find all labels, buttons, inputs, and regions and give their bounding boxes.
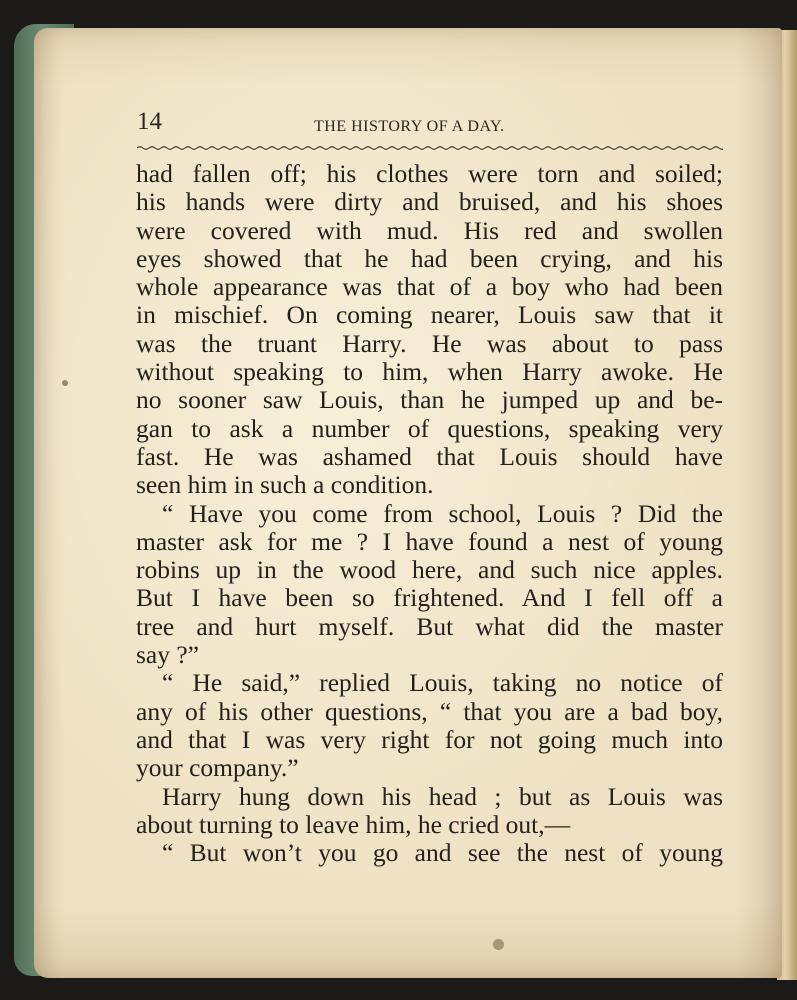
text-line: eyes showed that he had been crying, and his: [136, 243, 723, 273]
margin-speck: [62, 380, 68, 386]
text-line: “ He said,” replied Louis, taking no notice of: [162, 668, 723, 698]
text-line: were covered with mud. His red and swollen: [136, 215, 723, 245]
wavy-rule-divider: [137, 144, 723, 152]
text-line: say ?”: [136, 640, 200, 670]
text-line: master ask for me ? I have found a nest of young: [136, 526, 723, 556]
text-line: “ But won’t you go and see the nest of young: [162, 838, 723, 868]
text-line: seen him in such a condition.: [136, 470, 434, 500]
text-line: Harry hung down his head ; but as Louis was: [162, 781, 723, 811]
text-line: tree and hurt myself. But what did the master: [136, 611, 723, 641]
text-line: no sooner saw Louis, than he jumped up and be-: [136, 385, 723, 415]
text-line: his hands were dirty and bruised, and his shoes: [136, 187, 723, 217]
text-line: about turning to leave him, he cried out,—: [136, 809, 571, 839]
text-line: without speaking to him, when Harry awoke. He: [136, 357, 723, 387]
text-line: fast. He was ashamed that Louis should have: [136, 441, 723, 471]
body-text: [136, 160, 723, 867]
text-line: any of his other questions, “ that you are a bad boy,: [136, 696, 723, 726]
text-line: and that I was very right for not going much into: [136, 724, 723, 754]
text-line: whole appearance was that of a boy who had been: [136, 272, 723, 302]
running-head: THE HISTORY OF A DAY.: [314, 118, 505, 135]
text-line: was the truant Harry. He was about to pass: [136, 328, 723, 358]
text-line: your company.”: [136, 753, 299, 783]
text-line: in mischief. On coming nearer, Louis saw that it: [136, 300, 723, 330]
text-line: But I have been so frightened. And I fell off a: [136, 583, 723, 613]
text-line: robins up in the wood here, and such nice apples.: [136, 555, 723, 585]
page-number: 14: [137, 108, 162, 135]
text-line: “ Have you come from school, Louis ? Did the: [162, 498, 723, 528]
page-ornament-dot: [493, 939, 504, 950]
text-line: had fallen off; his clothes were torn and soiled;: [136, 159, 723, 188]
text-line: gan to ask a number of questions, speaking very: [136, 413, 723, 443]
